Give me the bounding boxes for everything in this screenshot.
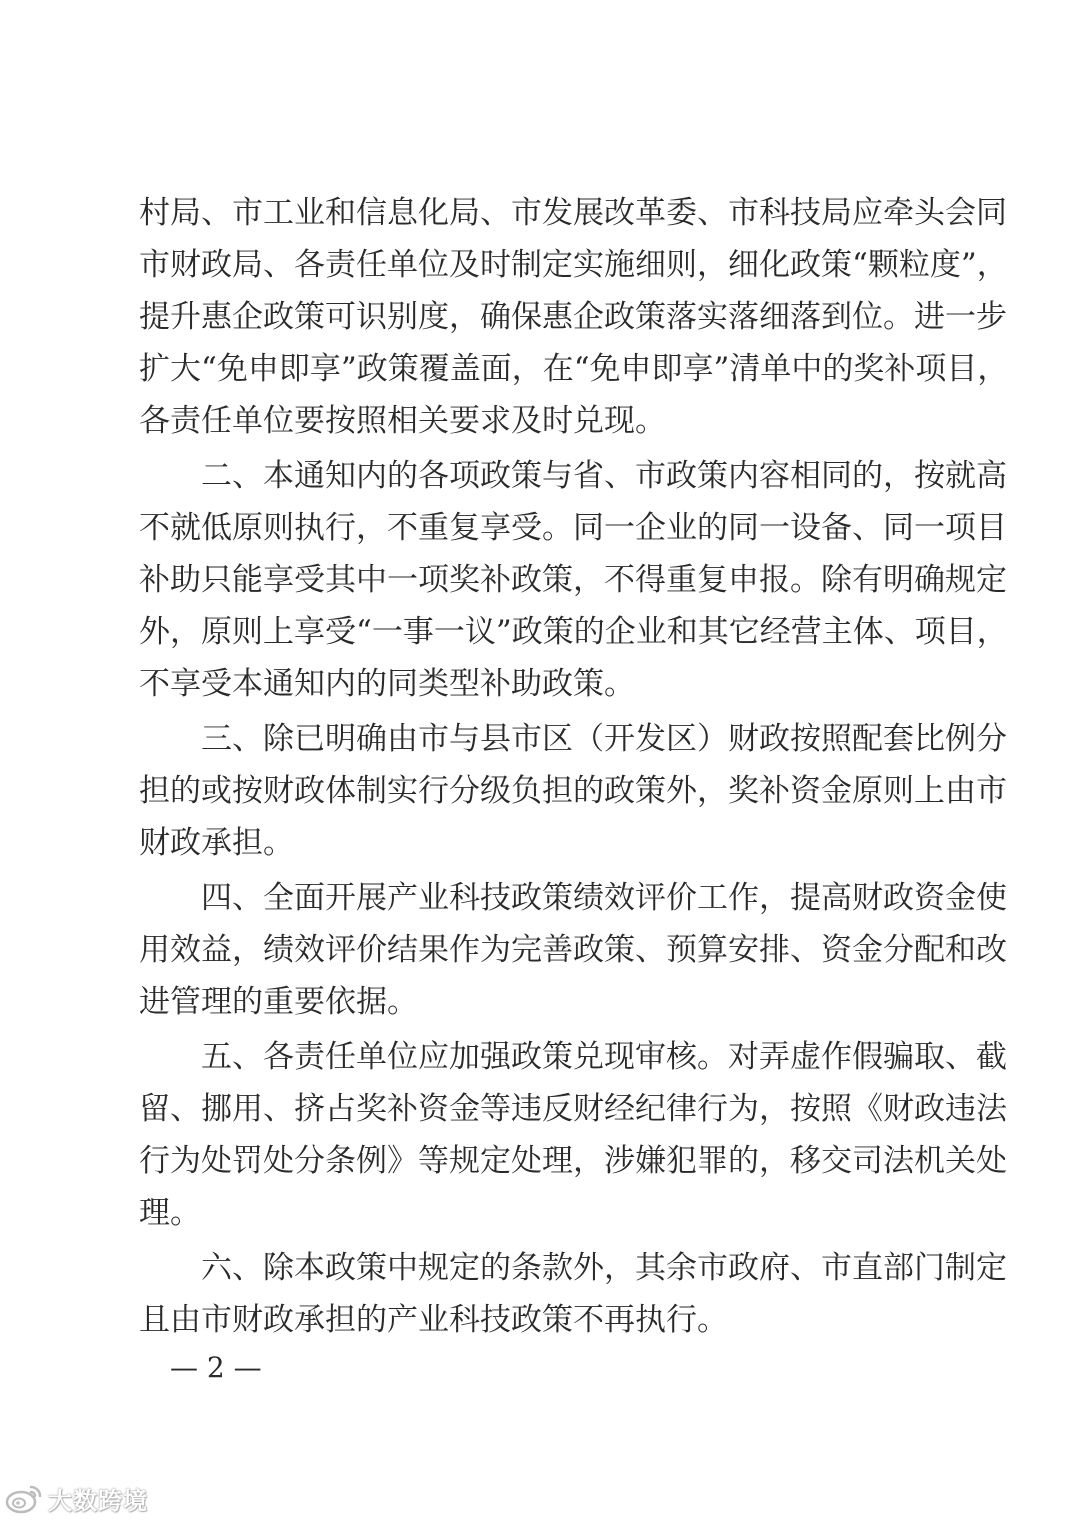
text-line: 不享受本通知内的同类型补助政策。 xyxy=(139,666,635,702)
page-number: — 2 — xyxy=(170,1351,262,1384)
text-line: 且由市财政承担的产业科技政策不再执行。 xyxy=(139,1302,728,1338)
text-line: 提升惠企政策可识别度，确保惠企政策落实落细落到位。进一步 xyxy=(139,299,1007,335)
text-line: 扩大“免申即享”政策覆盖面，在“免申即享”清单中的奖补项目， xyxy=(139,351,1009,387)
paragraph-5-first-line: 五、各责任单位应加强政策兑现审核。对弄虚作假骗取、截 xyxy=(201,1039,1007,1075)
text-line: 村局、市工业和信息化局、市发展改革委、市科技局应牵头会同 xyxy=(139,195,1007,231)
watermark-text: 大数跨境 xyxy=(48,1486,148,1515)
text-line: 留、挪用、挤占奖补资金等违反财经纪律行为，按照《财政违法 xyxy=(139,1091,1007,1127)
text-line: 担的或按财政体制实行分级负担的政策外，奖补资金原则上由市 xyxy=(139,773,1007,809)
weibo-logo-icon xyxy=(4,1481,44,1515)
text-line: 补助只能享受其中一项奖补政策，不得重复申报。除有明确规定 xyxy=(139,562,1007,598)
text-line: 财政承担。 xyxy=(139,825,294,861)
watermark xyxy=(4,1479,148,1517)
text-line: 用效益，绩效评价结果作为完善政策、预算安排、资金分配和改 xyxy=(139,932,1007,968)
paragraph-6-first-line: 六、除本政策中规定的条款外，其余市政府、市直部门制定 xyxy=(201,1250,1007,1286)
text-line: 各责任单位要按照相关要求及时兑现。 xyxy=(139,403,666,439)
paragraph-3-first-line: 三、除已明确由市与县市区（开发区）财政按照配套比例分 xyxy=(201,721,1007,757)
text-line: 理。 xyxy=(139,1195,201,1231)
text-line: 不就低原则执行，不重复享受。同一企业的同一设备、同一项目 xyxy=(139,510,1007,546)
text-line: 行为处罚处分条例》等规定处理，涉嫌犯罪的，移交司法机关处 xyxy=(139,1143,1007,1179)
text-line: 外，原则上享受“一事一议”政策的企业和其它经营主体、项目， xyxy=(139,614,1008,650)
text-line: 进管理的重要依据。 xyxy=(139,984,418,1020)
paragraph-4-first-line: 四、全面开展产业科技政策绩效评价工作，提高财政资金使 xyxy=(201,880,1007,916)
paragraph-2-first-line: 二、本通知内的各项政策与省、市政策内容相同的，按就高 xyxy=(201,458,1007,494)
text-line: 市财政局、各责任单位及时制定实施细则，细化政策“颗粒度”， xyxy=(139,247,1008,283)
